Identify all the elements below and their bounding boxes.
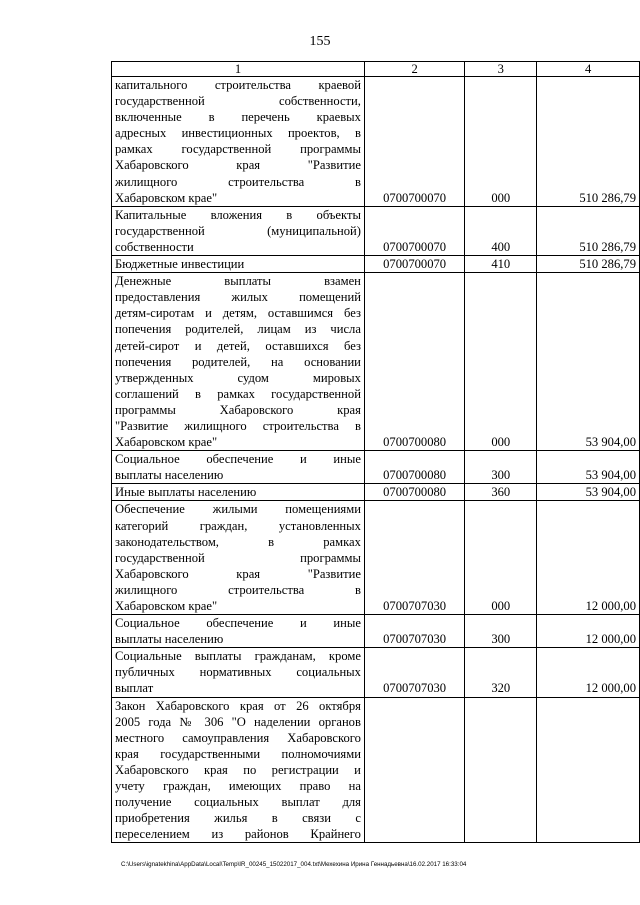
table-row: [112, 273, 640, 451]
row-type-cell: 320: [465, 648, 537, 697]
row-code-cell: 0700700070: [364, 77, 464, 207]
row-name-line: Закон Хабаровского края от 26 октября: [115, 698, 361, 713]
row-name-line: Иные выплаты населению: [115, 485, 257, 500]
row-name-line: попечения родителей, на основании: [115, 354, 361, 369]
table-row: [112, 697, 640, 843]
row-name-line: приобретения жилья в связи с: [115, 811, 361, 826]
table-row: [112, 648, 640, 697]
row-name-line: получение социальных выплат для: [115, 795, 361, 810]
row-name-line: включенные в перечень краевых: [115, 110, 361, 125]
row-name-line: выплаты населению: [115, 468, 224, 483]
row-name-line: жилищного строительства в: [115, 582, 361, 597]
row-name-line: законодательством, в рамках: [115, 534, 361, 549]
row-name-line: соглашений в рамках государственной: [115, 386, 361, 401]
row-name-line: государственной собственности,: [115, 94, 361, 109]
row-name-line: Денежные выплаты взамен: [115, 274, 361, 289]
row-name-line: Социальное обеспечение и иные: [115, 452, 361, 467]
row-amount-cell: 510 286,79: [537, 256, 640, 273]
row-amount-cell: 510 286,79: [537, 77, 640, 207]
row-name-line: капитального строительства краевой: [115, 78, 361, 92]
row-name-line: программы Хабаровского края: [115, 402, 361, 417]
row-name-line: Обеспечение жилыми помещениями: [115, 502, 361, 517]
page-number: 155: [309, 34, 331, 49]
row-type-cell: 000: [465, 501, 537, 615]
table-row: [112, 451, 640, 484]
row-name-line: Хабаровском крае": [115, 435, 218, 450]
row-name-line: Хабаровском крае": [115, 190, 218, 205]
row-name-line: государственной программы: [115, 550, 361, 565]
row-name-line: выплаты населению: [115, 632, 224, 647]
row-type-cell: 000: [465, 273, 537, 451]
row-amount-cell: [537, 697, 640, 843]
table-row: [112, 256, 640, 273]
row-amount-cell: 53 904,00: [537, 273, 640, 451]
row-name-line: детей-сирот и детей, оставшихся без: [115, 338, 361, 353]
row-name-line: 2005 года № 306 "О наделении органов: [115, 714, 361, 729]
row-name-line: Капитальные вложения в объекты: [115, 207, 361, 222]
row-name-cell: [112, 451, 365, 484]
row-name-cell: [112, 256, 365, 273]
row-name-cell: [112, 648, 365, 697]
row-name-line: выплат: [115, 681, 154, 696]
row-name-line: государственной (муниципальной): [115, 223, 361, 238]
row-amount-cell: 12 000,00: [537, 615, 640, 648]
row-name-line: Социальные выплаты гражданам, кроме: [115, 649, 361, 664]
row-amount-cell: 12 000,00: [537, 501, 640, 615]
row-code-cell: 0700700080: [364, 484, 464, 501]
row-type-cell: 410: [465, 256, 537, 273]
row-name-line: предоставления жилых помещений: [115, 290, 361, 305]
row-code-cell: [364, 697, 464, 843]
budget-table: [111, 61, 640, 843]
row-amount-cell: 53 904,00: [537, 451, 640, 484]
row-name-line: края государственными полномочиями: [115, 746, 361, 761]
table-row: [112, 77, 640, 207]
table-row: [112, 206, 640, 255]
row-type-cell: 360: [465, 484, 537, 501]
row-name-line: жилищного строительства в: [115, 174, 361, 189]
row-name-line: утвержденных судом мировых: [115, 370, 361, 385]
column-header-name: 1: [112, 62, 365, 77]
row-code-cell: 0700700080: [364, 273, 464, 451]
row-amount-cell: 53 904,00: [537, 484, 640, 501]
row-name-line: Бюджетные инвестиции: [115, 257, 245, 272]
row-code-cell: 0700707030: [364, 615, 464, 648]
table-row: [112, 501, 640, 615]
row-type-cell: 300: [465, 451, 537, 484]
row-name-line: Хабаровском крае": [115, 599, 218, 613]
column-header-code: 2: [364, 62, 464, 77]
row-name-cell: [112, 484, 365, 501]
row-name-line: попечения родителей, лицам из числа: [115, 322, 361, 337]
row-name-line: Социальное обеспечение и иные: [115, 616, 361, 631]
row-amount-cell: 510 286,79: [537, 206, 640, 255]
row-name-cell: [112, 615, 365, 648]
row-type-cell: 000: [465, 77, 537, 207]
row-name-line: детям-сиротам и детям, оставшимся без: [115, 306, 361, 321]
row-code-cell: 0700700080: [364, 451, 464, 484]
table-row: [112, 615, 640, 648]
column-header-amount: 4: [537, 62, 640, 77]
row-amount-cell: 12 000,00: [537, 648, 640, 697]
row-name-line: "Развитие жилищного строительства в: [115, 418, 361, 433]
row-name-cell: [112, 501, 365, 615]
file-path-footer: C:\Users\ignatekhina\AppData\Local\Temp\IR_00245_15022017_004.txt\Мехехина Ирина Геннадьевна\16.02.2017 16:33:04: [121, 861, 467, 868]
row-code-cell: 0700700070: [364, 256, 464, 273]
row-name-line: категорий граждан, установленных: [115, 518, 361, 533]
row-code-cell: 0700707030: [364, 501, 464, 615]
row-type-cell: 300: [465, 615, 537, 648]
row-name-cell: [112, 77, 365, 207]
row-code-cell: 0700707030: [364, 648, 464, 697]
column-header-type: 3: [465, 62, 537, 77]
row-name-line: переселением из районов Крайнего: [115, 827, 361, 842]
table-header-row: [112, 62, 640, 77]
row-name-line: Хабаровского края "Развитие: [115, 566, 361, 581]
row-name-cell: [112, 273, 365, 451]
row-name-cell: [112, 697, 365, 843]
row-name-line: учету граждан, имеющих право на: [115, 779, 361, 794]
row-type-cell: 400: [465, 206, 537, 255]
row-name-line: местного самоуправления Хабаровского: [115, 730, 361, 745]
row-name-cell: [112, 206, 365, 255]
row-code-cell: 0700700070: [364, 206, 464, 255]
row-name-line: рамках государственной программы: [115, 142, 361, 157]
row-name-line: Хабаровского края по регистрации и: [115, 762, 361, 777]
row-type-cell: [465, 697, 537, 843]
row-name-line: Хабаровского края "Развитие: [115, 158, 361, 173]
table-row: [112, 484, 640, 501]
row-name-line: собственности: [115, 239, 194, 254]
row-name-line: публичных нормативных социальных: [115, 665, 361, 680]
row-name-line: адресных инвестиционных проектов, в: [115, 126, 361, 141]
